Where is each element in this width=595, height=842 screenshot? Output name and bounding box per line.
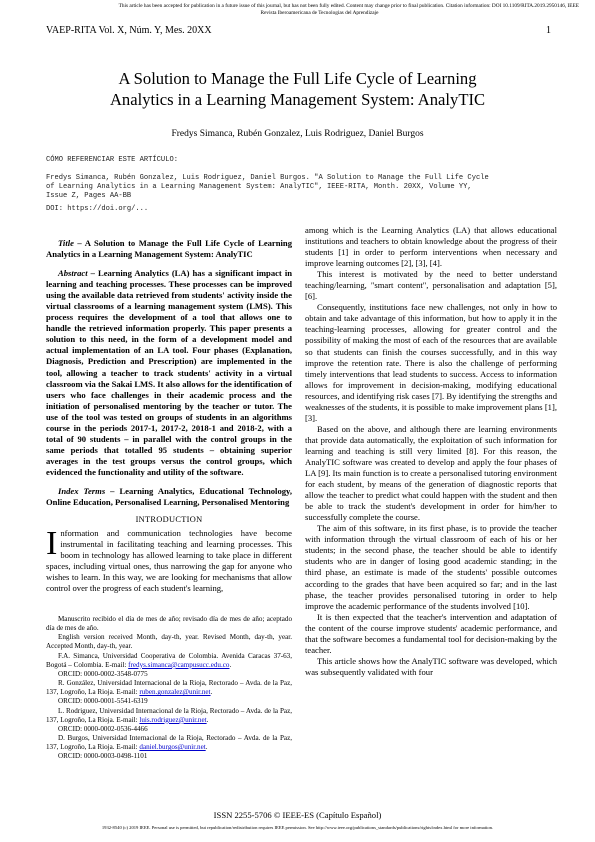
- title-paragraph: [46, 238, 292, 260]
- notice-line-2: Revista Iberoamericana de Tecnologias del Aprendizaje: [260, 10, 379, 16]
- body-paragraph-5: The aim of this software, in its first phase, is to provide the teacher with information through the virtual classroom of each of his or her students; in the second phase, the teacher should be able to identify students who are in danger of losing good academic standing; in the third phase, an estimate is made of the students' possible outcomes according to the grades that have been acquired so far; and in the last phase, the teacher provides personalised tutoring in order to help improve the academic performance of the students involved [10].: [305, 523, 557, 611]
- footnote-author-gonzalez: R. González, Universidad Internacional de la Rioja, Rectorado – Avda. de la Paz, 137, Logroño, La Rioja. E-mail: ruben.gonzalez@unir.net.: [46, 679, 292, 697]
- abstract-paragraph: [46, 268, 292, 478]
- body-paragraph-6: It is then expected that the teacher's intervention and adaptation of the content of the course improve students' academic performance, and that the software becomes a fundamental tool for decision-making by the teacher.: [305, 611, 557, 655]
- index-terms-label: Index Terms: [58, 485, 106, 496]
- abstract-text: – Learning Analytics (LA) has a significant impact in learning and teaching processes. These processes can be improved using the available data retrieved from students' activity inside the virtual classrooms of a learning management system (LMS). This process requires the development of a tool that allows one to handle the retrieved information properly. This paper presents a solution to this need, in the form of a development model and actual implementation of an LA tool. Four phases (Explanation, Diagnosis, Prediction and Prescription) are implemented in the tool, allowing a teacher to track students' activity in a virtual classroom via the Sakai LMS. It also allows for the identification of users who face challenges in their academic process and the initiation of personalised mentoring by the teacher or tutor. The use of the tool was tested on groups of students in an algorithms course in the periods 2017-1, 2017-2, 2018-1 and 2018-2, with a total of 90 students – in parallel with the control groups in the same periods that totalled 95 students – obtaining superior averages in the test groups versus the control groups, which evidenced the functionality and utility of the software.: [46, 268, 292, 477]
- title-text: – A Solution to Manage the Full Life Cycle of Learning Analytics in a Learning Management System: AnalyTIC: [46, 238, 292, 260]
- orcid-rodriguez: ORCID: 0000-0002-0536-4466: [58, 724, 148, 733]
- email-link-gonzalez[interactable]: ruben.gonzalez@unir.net: [139, 688, 211, 697]
- right-column: [305, 225, 557, 678]
- left-column: [46, 238, 292, 594]
- paper-title: [40, 68, 555, 110]
- index-terms-text: – Learning Analytics, Educational Technology, Online Education, Personalised Learning, Personalised Mentoring: [46, 485, 293, 508]
- orcid-gonzalez: ORCID: 0000-0001-5541-6319: [58, 697, 148, 706]
- intro-text: nformation and communication technologies have become instrumental in facilitating teaching and learning processes. This boom in technology has allowed learning to take place in different spaces, including virtual ones, thus narrowing the gap for anyone who wishes to learn. In this way, we are looking for mechanisms that allow control over the progress of each student's learning,: [46, 528, 292, 594]
- title-label: Title: [58, 238, 74, 248]
- drop-cap: I: [46, 525, 58, 563]
- title-line-2: Analytics in a Learning Management System: AnalyTIC: [109, 90, 486, 109]
- abstract-label: Abstract: [58, 268, 88, 279]
- index-terms-paragraph: [46, 486, 292, 508]
- body-paragraph-2: This interest is motivated by the need to better understand teaching/learning, "smart content", personalisation and adaptation [5], [6].: [305, 269, 557, 302]
- notice-line-1: This article has been accepted for publication in a future issue of this journal, but has not been fully edited. Content may change prior to final publication. Citation information: DOI 10.1109/RITA.2019.2950146, IEEE: [118, 3, 579, 9]
- footnote-author-simanca: F.A. Simanca, Universidad Cooperativa de Colombia. Avenida Caracas 37-63, Bogotá – Colombia. E-mail: fredys.simanca@campusucc.edu.co.: [46, 651, 292, 669]
- citation-text: Fredys Simanca, Rubén Gonzalez, Luis Rodriguez, Daniel Burgos. "A Solution to Manage the Full Life Cycle of Learning Analytics in a Learning Management System: AnalyTIC", IEEE-RITA, Month. 20XX, Volume YY, Issue Z, Pages AA-BB: [46, 174, 489, 201]
- email-link-rodriguez[interactable]: luis.rodriguez@unir.net: [139, 715, 207, 724]
- issn-footer: ISSN 2255-5706 © IEEE-ES (Capítulo Español): [213, 810, 382, 820]
- body-paragraph-7: This article shows how the AnalyTIC software was developed, which was subsequently validated with four: [305, 655, 557, 677]
- body-paragraph-1: among which is the Learning Analytics (LA) that allows educational institutions and teachers to obtain knowledge about the progress of their students [1] in order to perform interventions when necessary and improve learning outcomes [2], [3], [4].: [305, 225, 557, 269]
- page-number: 1: [546, 25, 551, 36]
- orcid-simanca: ORCID: 0000-0002-3548-0775: [58, 669, 148, 678]
- citation-doi: DOI: https://doi.org/...: [46, 205, 149, 213]
- journal-header: VAEP-RITA Vol. X, Núm. Y, Mes. 20XX: [46, 25, 212, 36]
- footnote-english-version: English version received Month, day-th, year. Revised Month, day-th, year. Accepted Month, day-th, year.: [46, 633, 292, 651]
- copyright-footer: 1932-8540 (c) 2019 IEEE. Personal use is permitted, but republication/redistribution requires IEEE permission. See http://www.ieee.org/publications_standards/publications/rights/index.html for more information.: [101, 825, 494, 830]
- body-paragraph-3: Consequently, institutions face new challenges, not only in how to obtain and take advantage of this information, but how to apply it in the teaching-learning processes, allowing for greater control and the possibility of making the most of each of the resources that are available so that students can finish the courses successfully, and in this way improve the retention rate. There is also the challenge of performing timely interventions that lead students to success. Access to information allows for improvement in decision-making, modifying educational resources, and identifying risk cases [7]. By identifying the strengths and weaknesses of the students, it is possible to make improvement plans [1], [3].: [305, 302, 557, 423]
- publication-notice: [0, 3, 595, 17]
- email-link-burgos[interactable]: daniel.burgos@unir.net: [139, 743, 206, 752]
- body-paragraph-4: Based on the above, and although there are learning environments that provide data automatically, the exploitation of such information for learning and teaching is still very limited [8]. For this reason, the AnalyTIC software was created to develop and apply the four phases of LA [9]. Its main function is to create a personalised tutoring environment for each student, by means of the generation of diagnostic reports that allow the teacher to predict what could happen with the student and then be able to track the student's development in order for him/her to successfully complete the course.: [305, 423, 557, 523]
- orcid-burgos: ORCID: 0000-0003-0498-1101: [58, 752, 148, 761]
- footnote-author-rodriguez: L. Rodriguez, Universidad Internacional de la Rioja, Rectorado – Avda. de la Paz, 137, Logroño, La Rioja. E-mail: luis.rodriguez@unir.net.: [46, 706, 292, 724]
- author-list: Fredys Simanca, Rubén Gonzalez, Luis Rodriguez, Daniel Burgos: [171, 129, 424, 139]
- footnotes: [46, 615, 292, 762]
- footnote-author-burgos: D. Burgos, Universidad Internacional de la Rioja, Rectorado – Avda. de la Paz, 137, Logroño, La Rioja. E-mail: daniel.burgos@unir.net.: [46, 734, 292, 752]
- footnote-received: Manuscrito recibido el día de mes de año; revisado día de mes de año; aceptado día de mes de año.: [46, 615, 292, 633]
- citation-heading: CÓMO REFERENCIAR ESTE ARTÍCULO:: [46, 156, 178, 164]
- title-line-1: A Solution to Manage the Full Life Cycle of Learning: [118, 69, 477, 88]
- intro-paragraph: [46, 525, 292, 594]
- email-link-simanca[interactable]: fredys.simanca@campusucc.edu.co: [128, 660, 230, 669]
- section-heading-introduction: INTRODUCTION: [135, 515, 203, 525]
